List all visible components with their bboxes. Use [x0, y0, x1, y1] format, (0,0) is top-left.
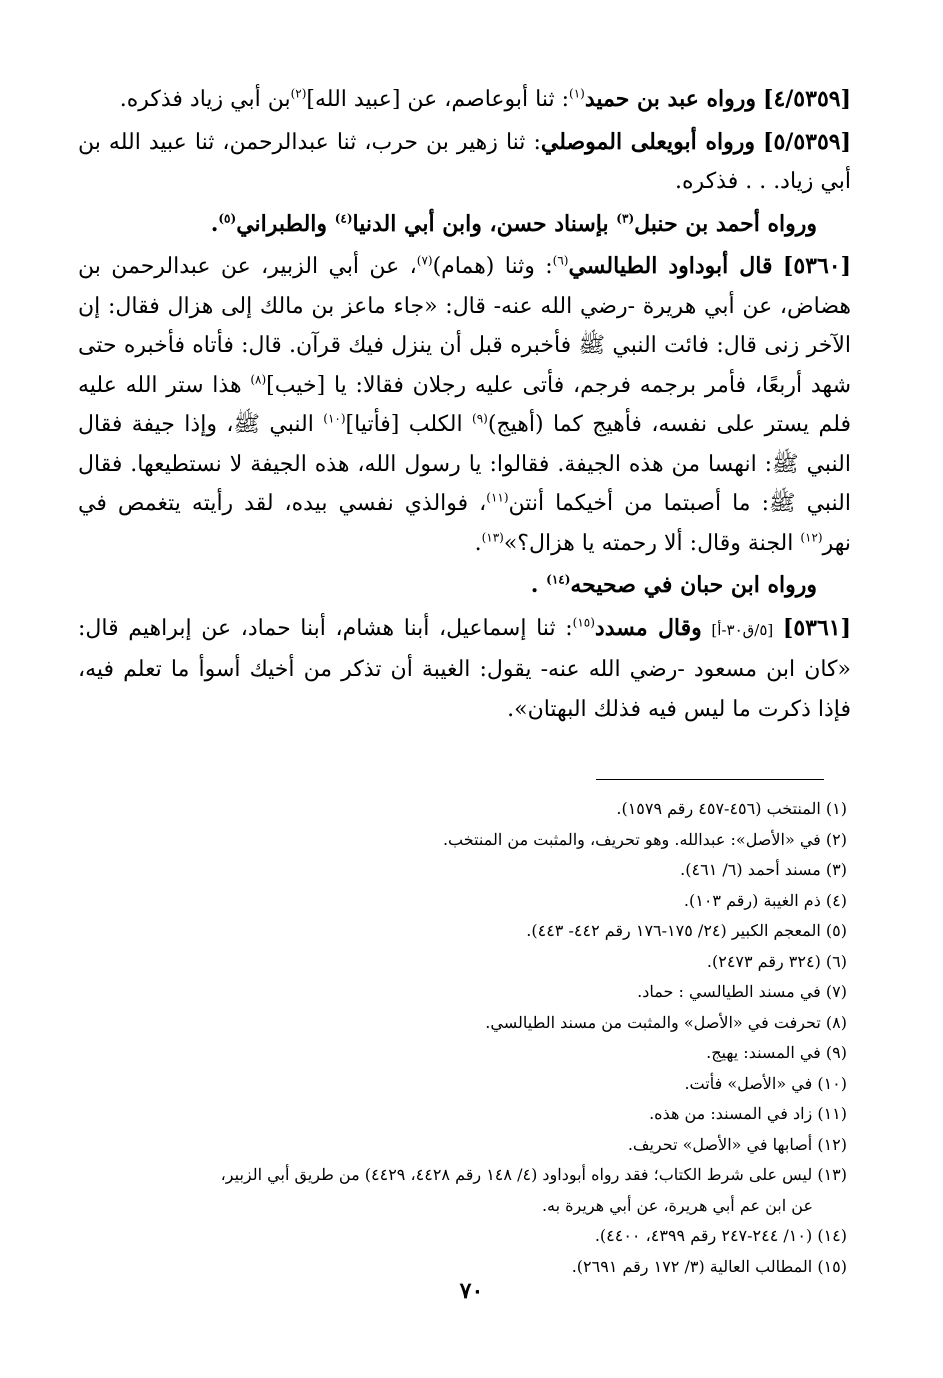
- footnote-ref: (٧): [416, 253, 433, 268]
- footnote: (٩) في المسند: يهيج.: [706, 1043, 847, 1062]
- footnote: (٥) المعجم الكبير (٢٤/ ١٧٥-١٧٦ رقم ٤٤٢- ٤٤٣).: [526, 921, 847, 940]
- hadith-number: [٥٣٦١]: [782, 614, 852, 641]
- hadith-number: [٥/٥٣٥٩]: [763, 128, 852, 155]
- paragraph-5360: [78, 247, 851, 563]
- text-run: والطبراني: [236, 210, 335, 237]
- hadith-number: [٤/٥٣٥٩]: [763, 86, 851, 112]
- text-run: .: [530, 572, 547, 598]
- footnote: (١٢) أصابها في «الأصل» تحريف.: [627, 1134, 847, 1154]
- footnote-ref: (٨): [250, 372, 267, 387]
- text-run: .: [210, 210, 219, 237]
- text-run: بإسناد حسن، وابن أبي الدنيا: [352, 210, 617, 237]
- text-run: : وثنا (همام): [432, 254, 553, 279]
- footnote: (٢) في «الأصل»: عبدالله. وهو تحريف، والمثبت من المنتخب.: [442, 829, 847, 849]
- narration-lead: ورواه أبويعلى الموصلي: [540, 128, 755, 155]
- footnotes-list: [80, 794, 847, 1282]
- footnote: (٤) ذم الغيبة (رقم ١٠٣).: [683, 890, 847, 910]
- page-number: ٧٠: [459, 1278, 484, 1304]
- footnote: (٧) في مسند الطيالسي : حماد.: [637, 982, 847, 1001]
- footnote-ref: (١٣): [481, 530, 504, 545]
- paragraph-ahmad: [78, 205, 851, 245]
- main-text: [78, 80, 851, 732]
- footnote-ref: (٤): [334, 211, 353, 226]
- footnote: (١٣) ليس على شرط الكتاب؛ فقد رواه أبوداود (٤/ ١٤٨ رقم ٤٤٢٨، ٤٤٢٩) من طريق أبي الزبير،: [220, 1165, 847, 1184]
- footnote-ref: (٥): [218, 211, 237, 226]
- text-run: هذا ستر الله عليه فلم يستر على نفسه، فأهيج كما (أهيج): [78, 372, 851, 437]
- footnote: (٦) (٣٢٤ رقم ٢٤٧٣).: [706, 951, 847, 971]
- paragraph-ibn-hibban: [78, 566, 851, 606]
- footnote-continuation: عن ابن عم أبي هريرة، عن أبي هريرة به.: [541, 1195, 813, 1215]
- text-run: : ثنا إسماعيل، أبنا هشام، أبنا حماد، عن إبراهيم قال: «كان ابن مسعود -رضي الله عنه- يقول: الغيبة أن تذكر من أخيك أسوأ ما تعلم فيه، فإذا ذكرت ما ليس فيه فذلك البهتان».: [78, 615, 851, 722]
- footnote: (١٥) المطالب العالية (٣/ ١٧٢ رقم ٢٦٩١).: [571, 1256, 847, 1276]
- text-run: ، فوالذي نفسي بيده، لقد رأيته يتغمص في نهر: [78, 491, 851, 556]
- footnote-ref: (١٥): [572, 615, 595, 630]
- footnote-ref: (١): [569, 86, 585, 101]
- footnote-ref: (١٢): [800, 530, 823, 545]
- text-run: ، عن أبي الزبير، عن عبدالرحمن بن هضاض، عن أبي هريرة -رضي الله عنه- قال: «جاء ماعز بن مالك إلى هزال فقال: إن الآخر زنى قال: فائت النبي ﷺ فأخبره قبل أن ينزل فيك قرآن. قال: فأتاه فأخبره حتى شهد أربعًا، فأمر برجمه فرجم، فأتى عليه رجلان فقالا: يا [خيب]: [78, 254, 852, 398]
- footnote: (١٠) في «الأصل» فأتت.: [684, 1073, 847, 1093]
- footnote-ref: (٣): [616, 211, 635, 226]
- text-run: .: [474, 530, 482, 556]
- footnote-separator: [596, 779, 824, 780]
- text-run: بن أبي زياد فذكره.: [119, 87, 291, 112]
- footnote-ref: (١٤): [546, 572, 571, 587]
- footnote: (٣) مسند أحمد (٦/ ٤٦١).: [680, 860, 847, 879]
- narration-lead: وقال مسدد: [594, 614, 702, 641]
- narration-lead: ورواه عبد بن حميد: [584, 86, 757, 112]
- footnote-ref: (١١): [486, 490, 509, 505]
- narration-lead: قال أبوداود الطيالسي: [568, 253, 773, 279]
- paragraph-5361: [78, 609, 851, 730]
- text-run: النبي ﷺ، وإذا جيفة فقال النبي ﷺ: انهسا من هذه الجيفة. فقالوا: يا رسول الله، هذه الجيفة لا نستطيعها. فقال النبي ﷺ: ما أصبتما من أخيكما أنتن: [78, 412, 851, 516]
- hadith-number: [٥٣٦٠]: [782, 253, 851, 279]
- footnote: (٨) تحرفت في «الأصل» والمثبت من مسند الطيالسي.: [485, 1012, 847, 1032]
- footnote: (١) المنتخب (٤٥٦-٤٥٧ رقم ١٥٧٩).: [616, 799, 847, 818]
- text-run: : ثنا زهير بن حرب، ثنا عبدالرحمن، ثنا عبيد الله بن أبي زياد. . . فذكره.: [78, 129, 851, 194]
- text-run: الكلب [فأتيا]: [345, 412, 473, 437]
- text-run: الجنة وقال: ألا رحمته يا هزال؟»: [503, 530, 801, 556]
- paragraph-5359-4: [78, 80, 851, 120]
- text-run: ورواه أحمد بن حنبل: [634, 210, 817, 237]
- footnote-ref: (٩): [472, 411, 488, 426]
- footnote-ref: (٢): [290, 86, 307, 101]
- footnote-ref: (٦): [552, 253, 569, 268]
- footnote: (١١) زاد في المسند: من هذه.: [649, 1104, 847, 1123]
- footnote: (١٤) (١٠/ ٢٤٤-٢٤٧ رقم ٤٣٩٩، ٤٤٠٠).: [594, 1226, 847, 1245]
- footnote-ref: (١٠): [323, 411, 346, 426]
- text-run: : ثنا أبوعاصم، عن [عبيد الله]: [306, 87, 570, 112]
- text-run: ورواه ابن حبان في صحيحه: [570, 572, 817, 598]
- manuscript-ref: [٥/ق٣٠-أ]: [711, 620, 774, 639]
- paragraph-5359-5: [78, 123, 851, 202]
